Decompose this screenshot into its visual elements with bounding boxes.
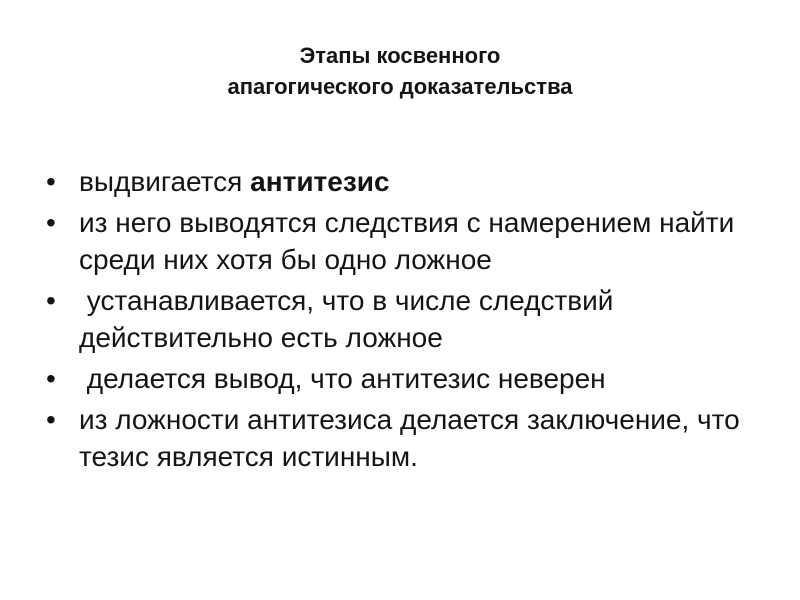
- bullet-text-2: из него выводятся следствия с намерением найти среди них хотя бы одно ложное: [79, 207, 735, 275]
- slide-title-line-1: Этапы косвенного: [299, 43, 501, 68]
- bullet-item-5: [44, 401, 764, 475]
- bullet-item-2: [44, 204, 764, 278]
- bullet-text-1-bold: антитезис: [250, 166, 390, 197]
- bullet-item-4: [44, 360, 764, 397]
- slide-title-line-2: апагогического доказательства: [227, 74, 573, 99]
- bullet-dot-icon: •: [46, 363, 56, 394]
- bullet-dot-icon: •: [46, 166, 56, 197]
- bullet-item-3: [44, 282, 764, 356]
- bullet-dot-icon: •: [46, 207, 56, 238]
- bullet-text-1: [79, 166, 390, 197]
- bullet-text-3: устанавливается, что в числе следствий действительно есть ложное: [79, 285, 622, 353]
- bullet-item-1: [44, 163, 764, 200]
- bullet-list: [44, 163, 764, 479]
- bullet-text-5: из ложности антитезиса делается заключение, что тезис является истинным.: [79, 404, 740, 472]
- slide-title: [0, 40, 800, 102]
- bullet-dot-icon: •: [46, 285, 56, 316]
- bullet-text-1-plain: выдвигается: [79, 166, 251, 197]
- bullet-dot-icon: •: [46, 404, 56, 435]
- bullet-text-4: делается вывод, что антитезис неверен: [79, 363, 606, 394]
